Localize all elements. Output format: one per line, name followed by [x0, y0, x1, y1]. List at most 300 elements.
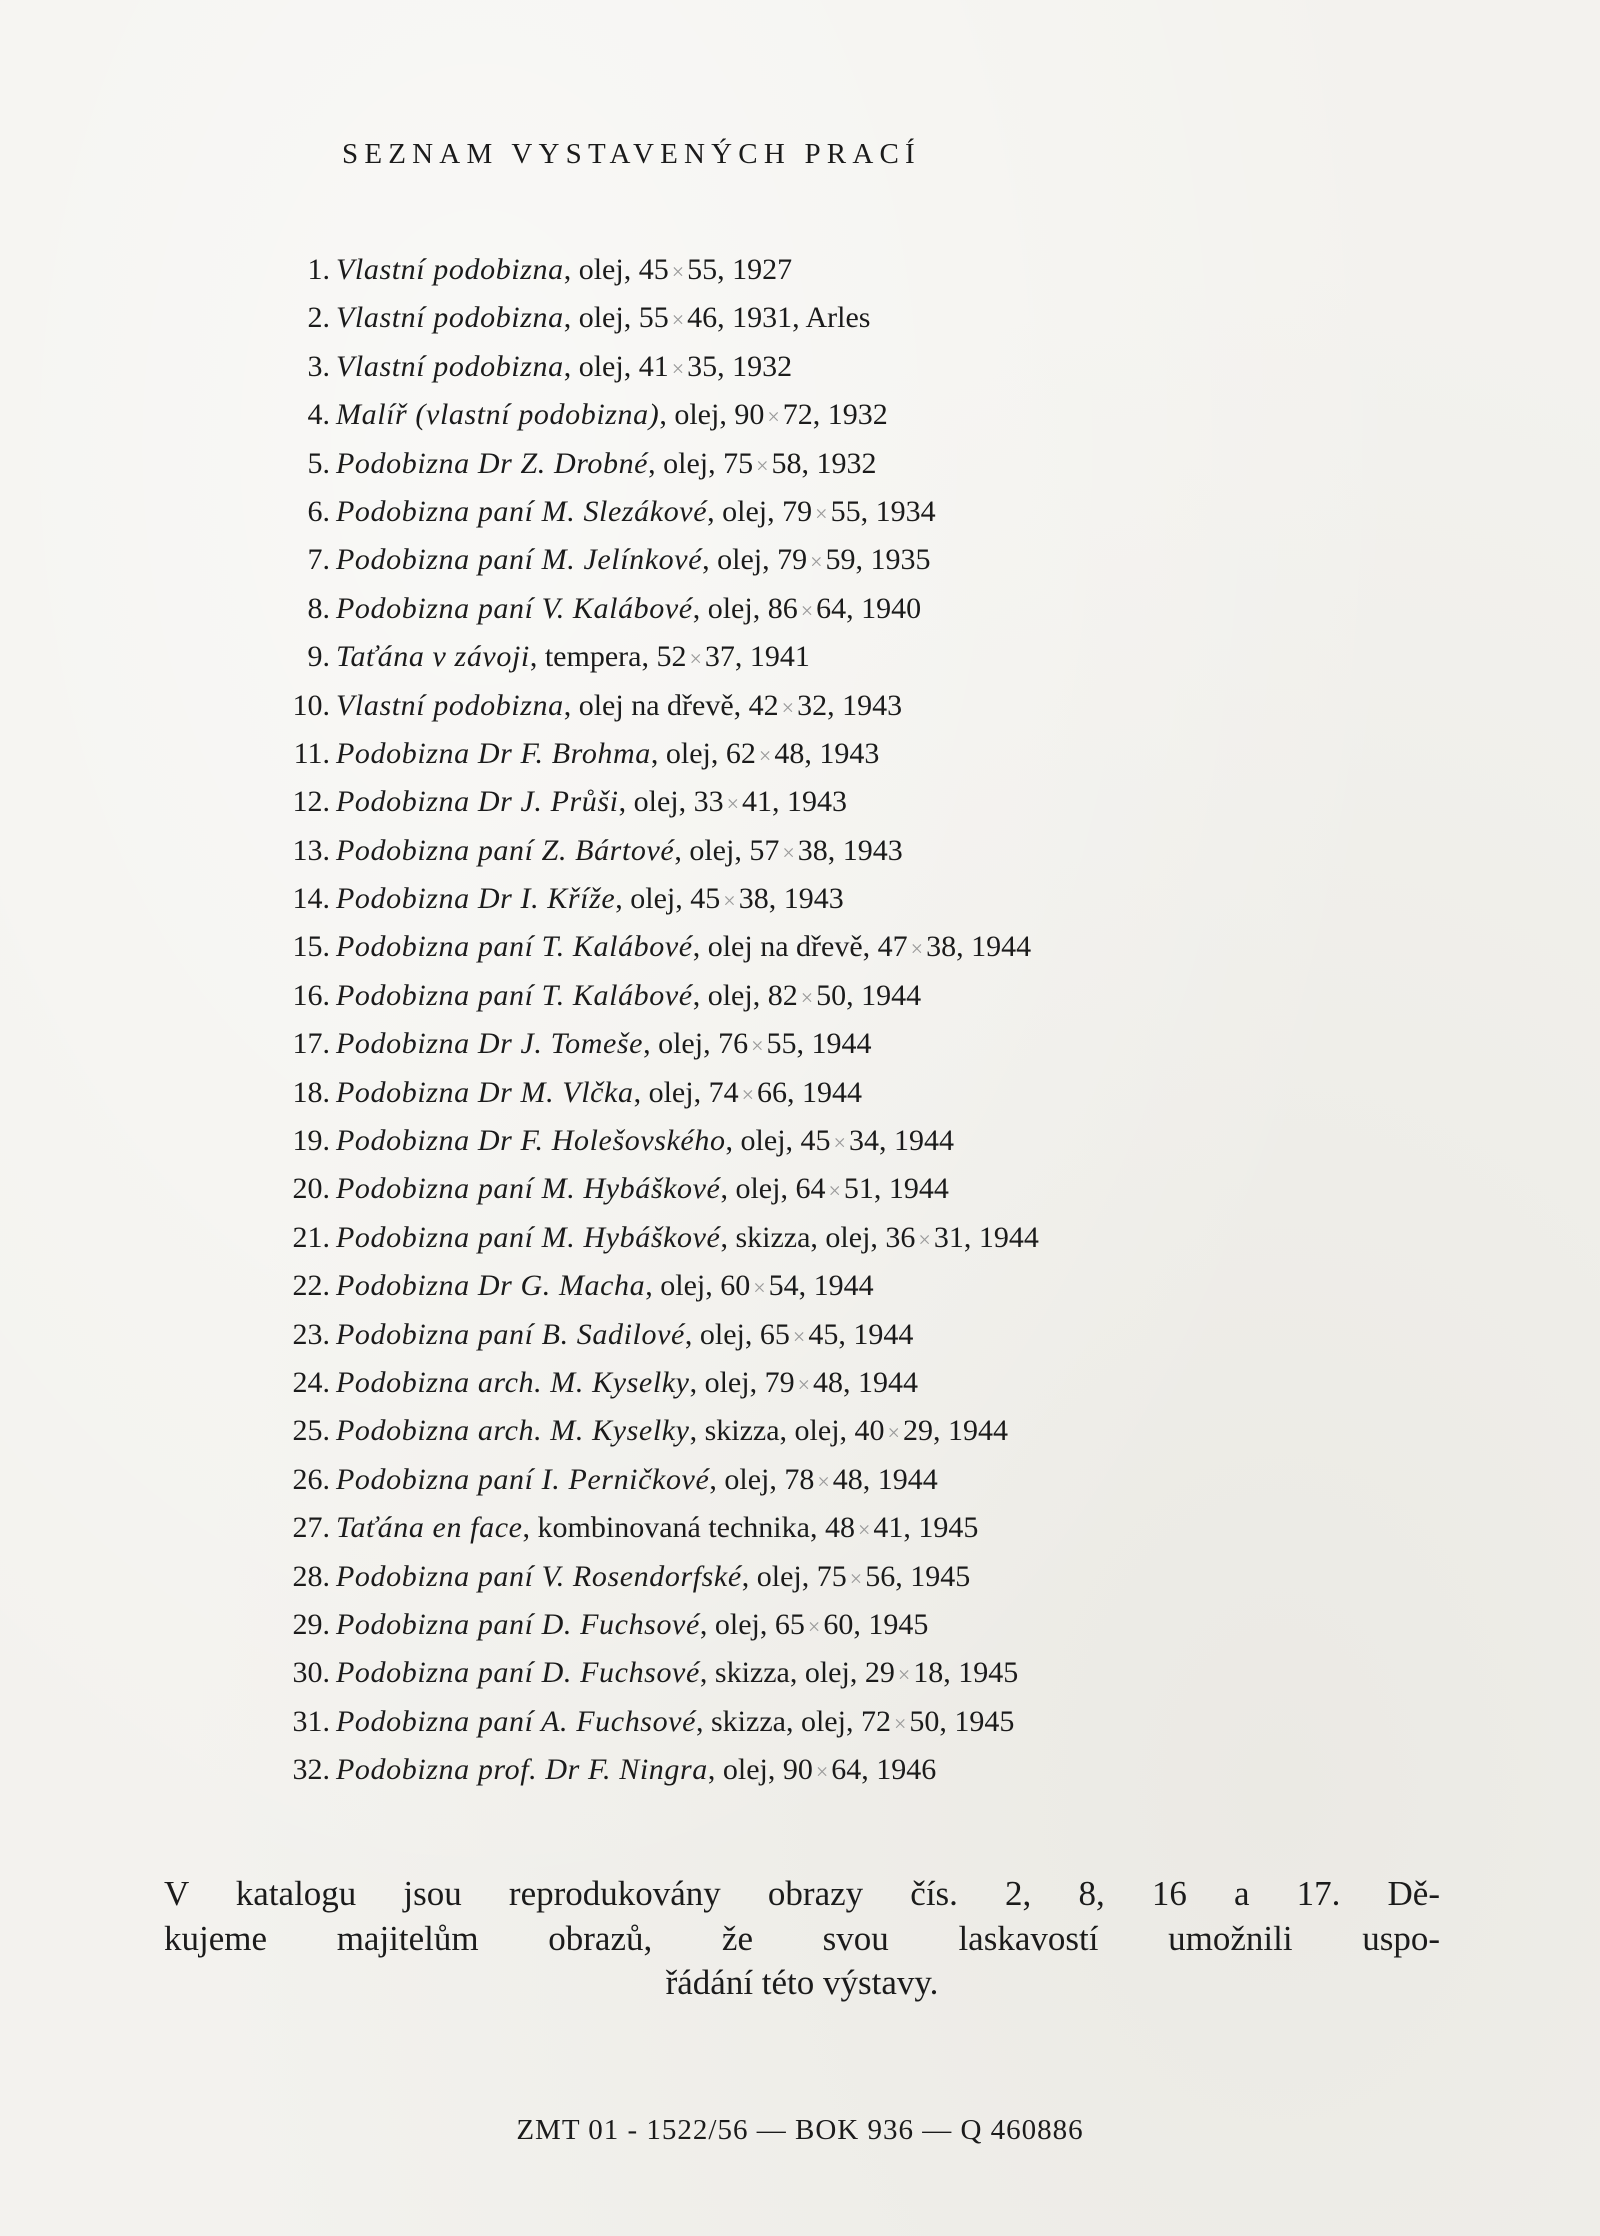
list-item	[0, 1456, 1600, 1504]
times-sign: ×	[726, 791, 740, 817]
item-number: 22.	[292, 1269, 330, 1303]
list-item	[0, 1553, 1600, 1601]
item-number: 9.	[307, 640, 330, 674]
item-details	[336, 1407, 1008, 1457]
item-width: 76	[718, 1027, 749, 1061]
item-title: Podobizna paní V. Rosendorfské	[336, 1559, 742, 1593]
item-details	[336, 1601, 928, 1651]
item-year: , 1944	[879, 1124, 954, 1157]
item-title: Podobizna paní V. Kalábové	[336, 591, 693, 625]
item-year: , 1943	[827, 689, 902, 722]
times-sign: ×	[893, 1710, 907, 1736]
item-dimensions	[786, 1124, 879, 1157]
item-dimensions	[675, 882, 768, 915]
item-height: 35	[687, 349, 718, 383]
item-height: 31	[933, 1220, 964, 1254]
times-sign: ×	[671, 355, 685, 381]
list-item	[0, 1020, 1600, 1068]
item-medium: , olej	[645, 1269, 705, 1302]
times-sign: ×	[817, 1468, 830, 1494]
item-title: Podobizna paní I. Perničkové	[336, 1462, 710, 1496]
item-dimensions	[753, 979, 846, 1012]
item-details	[336, 1649, 1018, 1699]
item-number: 28.	[292, 1559, 330, 1593]
item-height: 34	[848, 1124, 879, 1158]
item-number: 5.	[307, 446, 330, 480]
times-sign: ×	[723, 888, 736, 914]
item-details	[336, 246, 792, 296]
item-dimensions	[708, 447, 801, 480]
item-width: 86	[767, 591, 798, 625]
item-width: 60	[720, 1269, 751, 1303]
item-year: , 1940	[846, 592, 921, 625]
item-width: 72	[860, 1704, 891, 1738]
item-height: 48	[832, 1462, 863, 1496]
item-year: , 1944	[874, 1172, 949, 1205]
item-details	[336, 1311, 913, 1361]
item-medium: , skizza, olej	[720, 1221, 870, 1254]
list-item	[0, 343, 1600, 391]
item-title: Podobizna arch. M. Kyselky	[336, 1365, 690, 1399]
item-medium: , olej	[564, 350, 624, 383]
item-medium: , olej	[615, 882, 675, 915]
item-height: 60	[823, 1607, 854, 1641]
item-year: , 1943	[828, 834, 903, 867]
item-height: 56	[865, 1559, 896, 1593]
times-sign: ×	[800, 597, 814, 623]
item-medium: , olej	[564, 253, 624, 286]
list-item	[0, 1407, 1600, 1455]
item-height: 64	[831, 1753, 862, 1787]
item-height: 59	[825, 543, 856, 577]
times-sign: ×	[671, 307, 685, 333]
list-item	[0, 972, 1600, 1020]
item-year: , 1944	[797, 1027, 872, 1060]
item-width: 62	[725, 736, 756, 770]
item-number: 29.	[292, 1607, 330, 1641]
item-height: 29	[902, 1414, 933, 1448]
item-details	[336, 1020, 872, 1070]
item-medium: , olej	[690, 1366, 750, 1399]
times-sign: ×	[767, 404, 780, 430]
item-medium: , olej	[707, 495, 767, 528]
times-sign: ×	[753, 1275, 766, 1301]
item-number: 11.	[293, 736, 330, 770]
item-title: Podobizna paní M. Hybáškové	[336, 1220, 721, 1254]
times-sign: ×	[815, 500, 828, 526]
list-item	[0, 585, 1600, 633]
list-item	[0, 246, 1600, 294]
item-dimensions	[719, 398, 812, 431]
item-title: Podobizna paní M. Slezákové	[336, 494, 708, 528]
item-number: 16.	[292, 978, 330, 1012]
item-dimensions	[679, 785, 772, 818]
item-height: 58	[771, 446, 802, 480]
item-dimensions	[863, 930, 956, 963]
item-medium: , olej	[643, 1027, 703, 1060]
item-width: 42	[748, 688, 779, 722]
item-medium: , skizza, olej	[696, 1705, 846, 1738]
list-item	[0, 536, 1600, 584]
list-item	[0, 633, 1600, 681]
item-height: 41	[742, 785, 773, 819]
item-dimensions	[624, 350, 717, 383]
item-details	[336, 972, 921, 1022]
item-number: 1.	[307, 253, 330, 286]
item-width: 33	[693, 785, 724, 819]
item-details	[336, 1553, 970, 1603]
item-year: , 1945	[943, 1656, 1018, 1689]
item-dimensions	[711, 737, 804, 770]
item-year: , 1943	[769, 882, 844, 915]
item-height: 55	[766, 1027, 797, 1061]
item-year: , 1944	[846, 979, 921, 1012]
item-dimensions	[641, 640, 734, 673]
item-medium: , olej	[619, 785, 679, 818]
item-height: 37	[704, 640, 735, 674]
times-sign: ×	[815, 1759, 829, 1785]
item-height: 38	[797, 833, 828, 867]
times-sign: ×	[671, 259, 685, 284]
item-medium: , olej	[720, 1172, 780, 1205]
item-title: Podobizna Dr J. Průši	[336, 785, 619, 819]
item-year: , 1946	[861, 1753, 936, 1786]
item-height: 41	[873, 1511, 904, 1545]
item-width: 41	[638, 349, 669, 383]
times-sign: ×	[751, 1033, 764, 1059]
item-title: Podobizna paní M. Jelínkové	[336, 543, 703, 577]
times-sign: ×	[689, 646, 702, 672]
item-dimensions	[624, 301, 717, 334]
item-height: 45	[808, 1317, 839, 1351]
list-item	[0, 391, 1600, 439]
item-details	[336, 682, 902, 732]
item-title: Taťána en face	[336, 1511, 523, 1545]
print-footer: ZMT 01 - 1522/56 — BOK 936 — Q 460886	[516, 2114, 1084, 2146]
item-number: 21.	[292, 1220, 330, 1254]
item-width: 36	[885, 1220, 916, 1254]
item-height: 66	[756, 1075, 787, 1109]
list-item	[0, 1746, 1600, 1794]
item-medium: , skizza, olej	[690, 1414, 840, 1447]
times-sign: ×	[797, 1371, 811, 1397]
item-medium: , olej	[693, 592, 753, 625]
item-width: 90	[734, 398, 765, 432]
item-width: 75	[723, 446, 754, 480]
item-width: 74	[708, 1075, 739, 1109]
item-width: 79	[782, 494, 813, 528]
item-width: 29	[864, 1656, 895, 1690]
list-item	[0, 488, 1600, 536]
item-year: , 1931	[717, 301, 792, 334]
item-height: 72	[782, 398, 813, 432]
item-title: Podobizna paní T. Kalábové	[336, 978, 693, 1012]
note-line: V katalogu jsou reprodukovány obrazy čís. 2, 8, 16 a 17. Dě-	[164, 1874, 1440, 1913]
item-title: Podobizna paní D. Fuchsové	[336, 1656, 700, 1690]
item-dimensions	[870, 1221, 963, 1254]
times-sign: ×	[849, 1565, 863, 1591]
item-title: Vlastní podobizna	[336, 688, 564, 722]
item-number: 20.	[292, 1172, 330, 1206]
times-sign: ×	[910, 936, 924, 962]
item-year: , 1935	[856, 543, 931, 576]
item-medium: , olej	[564, 301, 624, 334]
item-dimensions	[850, 1656, 943, 1689]
times-sign: ×	[792, 1323, 806, 1349]
item-dimensions	[750, 1366, 843, 1399]
item-year: , 1944	[964, 1221, 1039, 1254]
item-width: 48	[824, 1511, 855, 1545]
item-number: 13.	[292, 833, 330, 867]
item-dimensions	[767, 495, 860, 528]
item-medium: , kombinovaná technika	[523, 1511, 810, 1544]
times-sign: ×	[810, 549, 823, 575]
item-dimensions	[780, 1172, 873, 1205]
item-details	[336, 1746, 936, 1796]
item-height: 54	[768, 1269, 799, 1303]
list-item	[0, 1214, 1600, 1262]
item-height: 64	[816, 591, 847, 625]
item-number: 15.	[292, 930, 330, 964]
item-title: Podobizna Dr J. Tomeše	[336, 1027, 644, 1061]
item-number: 30.	[292, 1656, 330, 1690]
item-medium: , olej	[648, 447, 708, 480]
item-width: 45	[638, 253, 669, 286]
item-height: 51	[843, 1172, 874, 1206]
item-year: , 1944	[933, 1414, 1008, 1447]
list-item	[0, 827, 1600, 875]
item-dimensions	[694, 1076, 787, 1109]
item-width: 45	[690, 882, 721, 916]
list-item	[0, 440, 1600, 488]
item-year: , 1927	[717, 253, 792, 286]
item-details	[336, 343, 792, 393]
item-year: , 1944	[863, 1463, 938, 1496]
item-medium: , olej	[726, 1124, 786, 1157]
list-item	[0, 1698, 1600, 1746]
item-width: 65	[759, 1317, 790, 1351]
item-details	[336, 923, 1031, 973]
item-medium: , olej	[702, 543, 762, 576]
item-year: , 1932	[802, 447, 877, 480]
item-year: , 1932	[813, 398, 888, 431]
item-height: 46	[687, 301, 718, 335]
exhibited-works-list	[0, 246, 1600, 1795]
list-item	[0, 778, 1600, 826]
list-item	[0, 1601, 1600, 1649]
item-width: 52	[656, 640, 687, 674]
item-details	[336, 1456, 938, 1506]
item-title: Podobizna Dr M. Vlčka	[336, 1075, 634, 1109]
item-number: 24.	[292, 1365, 330, 1399]
item-dimensions	[624, 253, 717, 286]
item-width: 45	[800, 1124, 831, 1158]
item-width: 64	[795, 1172, 826, 1206]
item-number: 14.	[292, 882, 330, 916]
item-height: 38	[926, 930, 957, 964]
times-sign: ×	[918, 1226, 931, 1252]
list-item	[0, 1262, 1600, 1310]
item-details	[336, 633, 810, 683]
item-medium: , olej	[651, 737, 711, 770]
item-year: , 1944	[843, 1366, 918, 1399]
times-sign: ×	[857, 1517, 871, 1543]
item-year: , 1932	[717, 350, 792, 383]
item-year: , 1944	[838, 1318, 913, 1351]
item-title: Podobizna prof. Dr F. Ningra	[336, 1753, 708, 1787]
item-dimensions	[760, 1608, 853, 1641]
item-title: Vlastní podobizna	[336, 253, 564, 286]
item-details	[336, 391, 888, 441]
list-item	[0, 923, 1600, 971]
item-title: Podobizna paní B. Sadilové	[336, 1317, 685, 1351]
item-year: , 1941	[735, 640, 810, 673]
item-title: Malíř (vlastní podobizna)	[336, 398, 660, 432]
item-details	[336, 1117, 954, 1167]
item-number: 17.	[292, 1027, 330, 1061]
item-year: , 1945	[895, 1560, 970, 1593]
item-number: 27.	[292, 1511, 330, 1545]
item-title: Podobizna arch. M. Kyselky	[336, 1414, 690, 1448]
item-dimensions	[753, 592, 846, 625]
item-title: Vlastní podobizna	[336, 349, 564, 383]
item-width: 90	[782, 1753, 813, 1787]
times-sign: ×	[807, 1613, 821, 1639]
list-item	[0, 1311, 1600, 1359]
times-sign: ×	[756, 452, 769, 478]
item-title: Podobizna paní A. Fuchsové	[336, 1704, 696, 1738]
item-number: 3.	[307, 349, 330, 383]
item-height: 38	[738, 882, 769, 916]
item-height: 48	[774, 736, 805, 770]
item-year: , 1934	[861, 495, 936, 528]
item-dimensions	[734, 834, 827, 867]
note-line: kujeme majitelům obrazů, že svou laskavostí umožnili uspo-	[164, 1918, 1440, 1958]
item-dimensions	[810, 1511, 903, 1544]
item-medium: , olej	[634, 1076, 694, 1109]
item-details	[336, 585, 921, 635]
item-dimensions	[846, 1705, 939, 1738]
item-medium: , olej na dřevě	[693, 930, 863, 963]
item-medium: , tempera	[530, 640, 642, 673]
times-sign: ×	[828, 1178, 841, 1204]
item-height: 55	[687, 253, 718, 286]
item-height: 50	[909, 1704, 940, 1738]
times-sign: ×	[758, 742, 772, 768]
times-sign: ×	[800, 984, 814, 1010]
item-details	[336, 1698, 1014, 1748]
item-width: 57	[749, 833, 780, 867]
item-year: , 1943	[772, 785, 847, 818]
item-details	[336, 488, 936, 538]
item-details	[336, 1069, 862, 1119]
item-title: Podobizna Dr F. Holešovského	[336, 1124, 726, 1158]
times-sign: ×	[782, 839, 795, 865]
item-medium: , olej	[709, 1463, 769, 1496]
item-medium: , olej	[674, 834, 734, 867]
list-item	[0, 682, 1600, 730]
item-width: 79	[764, 1365, 795, 1399]
times-sign: ×	[833, 1130, 846, 1156]
list-item	[0, 1649, 1600, 1697]
item-medium: , olej	[742, 1560, 802, 1593]
item-medium: , olej	[708, 1753, 768, 1786]
item-number: 7.	[307, 543, 330, 577]
item-details	[336, 440, 877, 490]
item-height: 18	[913, 1656, 944, 1690]
item-number: 26.	[292, 1462, 330, 1496]
times-sign: ×	[887, 1420, 900, 1446]
list-item	[0, 294, 1600, 342]
item-width: 79	[777, 543, 808, 577]
catalog-note	[164, 1872, 1440, 2006]
item-year: , 1945	[853, 1608, 928, 1641]
item-details	[336, 1504, 978, 1554]
item-year: , 1945	[939, 1705, 1014, 1738]
item-height: 32	[797, 688, 828, 722]
item-width: 78	[784, 1462, 815, 1496]
item-number: 31.	[292, 1704, 330, 1738]
item-year: , 1945	[903, 1511, 978, 1544]
item-medium: , olej	[700, 1608, 760, 1641]
item-number: 10.	[292, 688, 330, 722]
item-number: 19.	[292, 1124, 330, 1158]
item-title: Vlastní podobizna	[336, 301, 564, 335]
item-dimensions	[762, 543, 855, 576]
list-item	[0, 1117, 1600, 1165]
item-title: Podobizna Dr I. Kříže	[336, 882, 616, 916]
item-dimensions	[745, 1318, 838, 1351]
item-year: , 1943	[804, 737, 879, 770]
item-medium: , olej na dřevě	[564, 689, 734, 722]
item-dimensions	[840, 1414, 933, 1447]
item-medium: , olej	[659, 398, 719, 431]
item-location: , Arles	[792, 301, 870, 334]
item-number: 23.	[292, 1317, 330, 1351]
item-title: Podobizna paní Z. Bártové	[336, 833, 675, 867]
item-width: 75	[816, 1559, 847, 1593]
item-dimensions	[768, 1753, 861, 1786]
item-number: 18.	[292, 1075, 330, 1109]
item-title: Podobizna Dr Z. Drobné	[336, 446, 649, 480]
list-item	[0, 875, 1600, 923]
page-title: SEZNAM VYSTAVENÝCH PRACÍ	[342, 138, 921, 170]
list-item	[0, 1504, 1600, 1552]
list-item	[0, 1165, 1600, 1213]
item-number: 6.	[307, 494, 330, 528]
item-details	[336, 827, 903, 877]
item-dimensions	[734, 689, 827, 722]
item-year: , 1944	[787, 1076, 862, 1109]
item-width: 82	[767, 978, 798, 1012]
item-year: , 1944	[956, 930, 1031, 963]
item-height: 55	[830, 494, 861, 528]
list-item	[0, 730, 1600, 778]
item-title: Podobizna paní M. Hybáškové	[336, 1172, 721, 1206]
times-sign: ×	[741, 1081, 754, 1107]
item-width: 47	[877, 930, 908, 964]
item-details	[336, 730, 879, 780]
item-width: 55	[638, 301, 669, 335]
item-medium: , skizza, olej	[700, 1656, 850, 1689]
item-number: 32.	[292, 1753, 330, 1787]
item-title: Taťána v závoji	[336, 640, 530, 674]
item-number: 2.	[307, 301, 330, 335]
item-title: Podobizna Dr F. Brohma	[336, 736, 651, 770]
item-dimensions	[769, 1463, 862, 1496]
item-height: 50	[816, 978, 847, 1012]
item-details	[336, 536, 931, 586]
